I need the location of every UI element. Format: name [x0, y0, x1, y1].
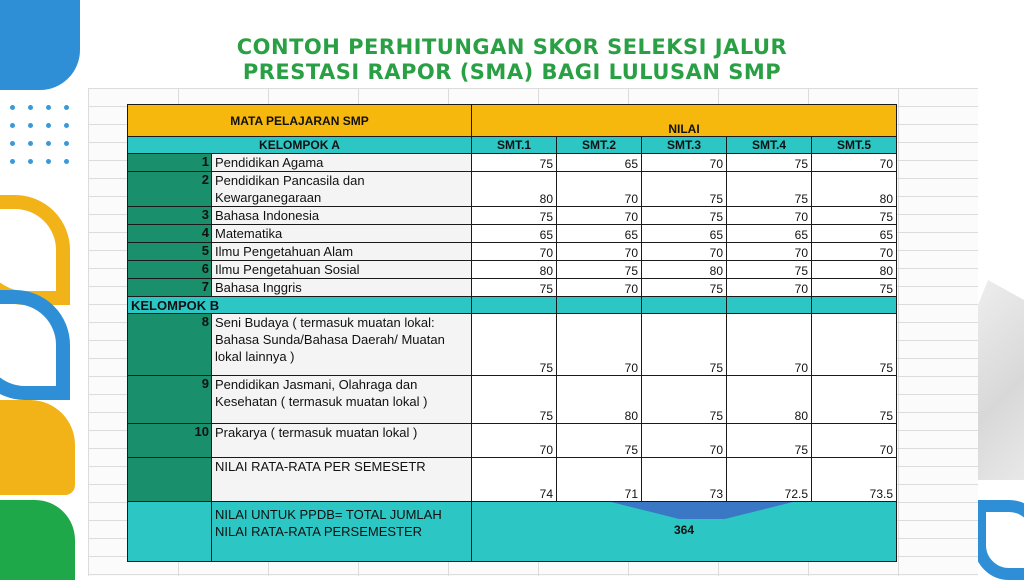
score-cell: 75 — [727, 261, 812, 279]
table-row — [128, 314, 897, 376]
score-cell: 75 — [812, 207, 897, 225]
score-cell: 70 — [472, 243, 557, 261]
empty-cell — [812, 297, 897, 314]
score-cell: 75 — [472, 279, 557, 297]
score-cell: 70 — [727, 243, 812, 261]
subject-name: Bahasa Inggris — [212, 279, 472, 297]
score-cell: 75 — [812, 279, 897, 297]
row-number: 9 — [128, 376, 212, 424]
total-row — [128, 502, 897, 562]
score-cell: 80 — [727, 376, 812, 424]
score-cell: 70 — [812, 424, 897, 458]
title-line-1: CONTOH PERHITUNGAN SKOR SELEKSI JALUR — [236, 35, 788, 59]
group-a-row — [128, 137, 897, 154]
semester-header: SMT.4 — [727, 137, 812, 154]
score-cell: 70 — [642, 243, 727, 261]
group-b-row — [128, 297, 897, 314]
score-cell: 70 — [642, 424, 727, 458]
score-cell: 75 — [472, 207, 557, 225]
score-cell: 75 — [472, 376, 557, 424]
semester-header: SMT.3 — [642, 137, 727, 154]
score-cell: 75 — [642, 207, 727, 225]
total-label: NILAI UNTUK PPDB= TOTAL JUMLAH NILAI RATA-RATA PERSEMESTER — [212, 502, 472, 562]
score-cell: 70 — [557, 243, 642, 261]
score-cell: 70 — [557, 279, 642, 297]
decorative-green-block — [0, 500, 75, 580]
score-cell: 70 — [557, 314, 642, 376]
score-cell: 65 — [642, 225, 727, 243]
table-row — [128, 154, 897, 172]
score-cell: 75 — [642, 314, 727, 376]
subject-name: Seni Budaya ( termasuk muatan lokal: Bahasa Sunda/Bahasa Daerah/ Muatan lokal lainnya ) — [212, 314, 472, 376]
score-cell: 75 — [812, 376, 897, 424]
decorative-yellow-block — [0, 400, 75, 495]
score-cell: 80 — [472, 261, 557, 279]
score-cell: 65 — [812, 225, 897, 243]
empty-cell — [128, 458, 212, 502]
subject-name: Bahasa Indonesia — [212, 207, 472, 225]
group-b-label: KELOMPOK B — [128, 297, 472, 314]
subject-name: Prakarya ( termasuk muatan lokal ) — [212, 424, 472, 458]
row-number: 2 — [128, 172, 212, 207]
score-cell: 75 — [727, 172, 812, 207]
table-row — [128, 207, 897, 225]
total-value-cell — [472, 502, 897, 562]
score-cell: 80 — [812, 172, 897, 207]
average-cell: 73 — [642, 458, 727, 502]
score-cell: 75 — [727, 424, 812, 458]
subject-name: Matematika — [212, 225, 472, 243]
score-cell: 75 — [557, 261, 642, 279]
table-row — [128, 261, 897, 279]
score-cell: 65 — [472, 225, 557, 243]
table-row — [128, 279, 897, 297]
empty-cell — [472, 297, 557, 314]
header-subject: MATA PELAJARAN SMP — [128, 105, 472, 137]
decorative-blue-tab — [0, 0, 80, 90]
score-cell: 75 — [472, 154, 557, 172]
empty-cell — [727, 297, 812, 314]
average-cell: 74 — [472, 458, 557, 502]
table-row — [128, 424, 897, 458]
subject-name: Pendidikan Pancasila dan Kewarganegaraan — [212, 172, 472, 207]
header-nilai: NILAI — [472, 105, 897, 137]
score-cell: 75 — [812, 314, 897, 376]
header-row — [128, 105, 897, 137]
score-cell: 70 — [557, 207, 642, 225]
empty-cell — [642, 297, 727, 314]
score-cell: 65 — [557, 225, 642, 243]
table-row — [128, 376, 897, 424]
score-cell: 80 — [642, 261, 727, 279]
total-value: 364 — [673, 523, 695, 537]
average-row — [128, 458, 897, 502]
table-row — [128, 225, 897, 243]
subject-name: Pendidikan Agama — [212, 154, 472, 172]
decorative-blue-leaf — [0, 290, 70, 400]
score-cell: 80 — [557, 376, 642, 424]
title-line-2: PRESTASI RAPOR (SMA) BAGI LULUSAN SMP — [242, 60, 782, 84]
row-number: 6 — [128, 261, 212, 279]
score-cell: 70 — [557, 172, 642, 207]
subject-name: Pendidikan Jasmani, Olahraga dan Kesehatan ( termasuk muatan lokal ) — [212, 376, 472, 424]
score-cell: 70 — [642, 154, 727, 172]
row-number: 10 — [128, 424, 212, 458]
score-cell: 70 — [472, 424, 557, 458]
score-cell: 70 — [727, 279, 812, 297]
decorative-dot-grid — [10, 105, 72, 164]
average-cell: 72.5 — [727, 458, 812, 502]
score-table — [127, 104, 897, 562]
average-cell: 71 — [557, 458, 642, 502]
row-number: 3 — [128, 207, 212, 225]
score-cell: 75 — [557, 424, 642, 458]
semester-header: SMT.2 — [557, 137, 642, 154]
score-cell: 70 — [812, 243, 897, 261]
row-number: 4 — [128, 225, 212, 243]
table-row — [128, 243, 897, 261]
score-cell: 75 — [727, 154, 812, 172]
empty-cell — [128, 502, 212, 562]
empty-cell — [557, 297, 642, 314]
score-cell: 75 — [642, 172, 727, 207]
score-cell: 75 — [642, 279, 727, 297]
row-number: 8 — [128, 314, 212, 376]
down-arrow-icon — [657, 502, 747, 510]
score-cell: 65 — [727, 225, 812, 243]
score-cell: 70 — [727, 314, 812, 376]
group-a-label: KELOMPOK A — [128, 137, 472, 154]
score-cell: 80 — [472, 172, 557, 207]
subject-name: Ilmu Pengetahuan Alam — [212, 243, 472, 261]
row-number: 7 — [128, 279, 212, 297]
page-title — [150, 35, 874, 85]
score-cell: 65 — [557, 154, 642, 172]
row-number: 1 — [128, 154, 212, 172]
table-row — [128, 172, 897, 207]
score-cell: 70 — [812, 154, 897, 172]
decorative-yellow-leaf — [0, 195, 70, 305]
semester-header: SMT.5 — [812, 137, 897, 154]
score-cell: 70 — [727, 207, 812, 225]
score-cell: 75 — [472, 314, 557, 376]
decorative-right-leaf — [974, 500, 1024, 580]
semester-header: SMT.1 — [472, 137, 557, 154]
average-label: NILAI RATA-RATA PER SEMESETR — [212, 458, 472, 502]
score-cell: 80 — [812, 261, 897, 279]
average-cell: 73.5 — [812, 458, 897, 502]
score-cell: 75 — [642, 376, 727, 424]
subject-name: Ilmu Pengetahuan Sosial — [212, 261, 472, 279]
row-number: 5 — [128, 243, 212, 261]
